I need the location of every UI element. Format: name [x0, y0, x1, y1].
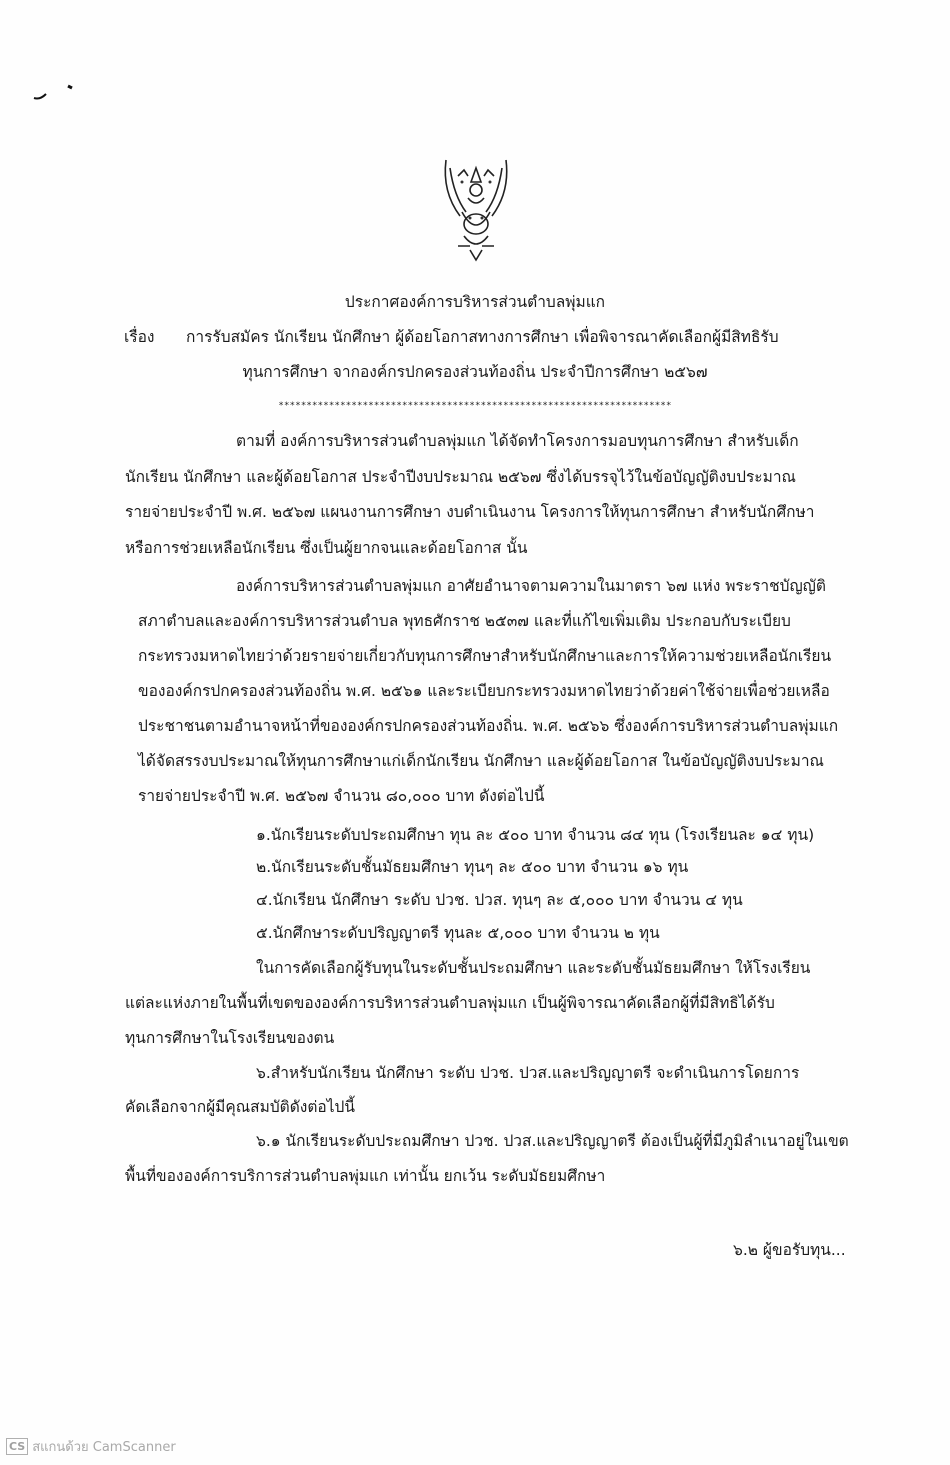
camscanner-logo-icon: CS [6, 1438, 28, 1455]
paragraph2-line: ขององค์กรปกครองส่วนท้องถิ่น พ.ศ. ๒๕๖๑ และระเบียบกระทรวงมหาดไทยว่าด้วยค่าใช้จ่ายเพื่อช่วยเหลือ [138, 682, 830, 700]
watermark-text: สแกนด้วย CamScanner [32, 1440, 176, 1455]
paragraph1-line: รายจ่ายประจำปี พ.ศ. ๒๕๖๗ แผนงานการศึกษา งบดำเนินงาน โครงการให้ทุนการศึกษา สำหรับนักศึกษา [125, 503, 815, 521]
subject-label: เรื่อง [124, 328, 155, 346]
paragraph2-line: กระทรวงมหาดไทยว่าด้วยรายจ่ายเกี่ยวกับทุนการศึกษาสำหรับนักศึกษาและการให้ความช่วยเหลือนักเรียน [138, 647, 832, 665]
paragraph3-line: ในการคัดเลือกผู้รับทุนในระดับชั้นประถมศึกษา และระดับชั้นมัธยมศึกษา ให้โรงเรียน [256, 959, 811, 977]
paragraph4-line: ๖.สำหรับนักเรียน นักศึกษา ระดับ ปวช. ปวส.และปริญญาตรี จะดำเนินการโดยการ [256, 1064, 800, 1082]
paragraph1-line: นักเรียน นักศึกษา และผู้ด้อยโอกาส ประจำปีงบประมาณ ๒๕๖๗ ซึ่งได้บรรจุไว้ในข้อบัญญัติงบประมาณ [125, 468, 796, 486]
page-continuation: ๖.๒ ผู้ขอรับทุน... [733, 1241, 846, 1259]
camscanner-watermark [6, 1436, 176, 1457]
paragraph2-line: ได้จัดสรรงบประมาณให้ทุนการศึกษาแก่เด็กนักเรียน นักศึกษา และผู้ด้อยโอกาส ในข้อบัญญัติงบประมาณ [138, 752, 824, 770]
subject-line-1: การรับสมัคร นักเรียน นักศึกษา ผู้ด้อยโอกาสทางการศึกษา เพื่อพิจารณาคัดเลือกผู้มีสิทธิรับ [186, 328, 779, 346]
scholarship-item: ๔.นักเรียน นักศึกษา ระดับ ปวช. ปวส. ทุนๆ ละ ๕,๐๐๐ บาท จำนวน ๔ ทุน [256, 891, 743, 909]
paragraph3-line: ทุนการศึกษาในโรงเรียนของตน [125, 1029, 335, 1047]
pen-mark-icon [32, 82, 80, 102]
paragraph1-line: ตามที่ องค์การบริหารส่วนตำบลพุ่มแก ได้จัดทำโครงการมอบทุนการศึกษา สำหรับเด็ก [236, 432, 799, 450]
announcement-title: ประกาศองค์การบริหารส่วนตำบลพุ่มแก [344, 293, 606, 311]
paragraph2-line: สภาตำบลและองค์การบริหารส่วนตำบล พุทธศักราช ๒๕๓๗ และที่แก้ไขเพิ่มเติม ประกอบกับระเบียบ [138, 612, 791, 630]
paragraph2-line: รายจ่ายประจำปี พ.ศ. ๒๕๖๗ จำนวน ๘๐,๐๐๐ บาท ดังต่อไปนี้ [138, 787, 545, 805]
paragraph5-line: พื้นที่ขององค์การบริการส่วนตำบลพุ่มแก เท่านั้น ยกเว้น ระดับมัธยมศึกษา [125, 1167, 606, 1185]
paragraph3-line: แต่ละแห่งภายในพื้นที่เขตขององค์การบริหารส่วนตำบลพุ่มแก เป็นผู้พิจารณาคัดเลือกผู้ที่มีสิทธิได้รับ [125, 994, 775, 1012]
paragraph2-line: องค์การบริหารส่วนตำบลพุ่มแก อาศัยอำนาจตามความในมาตรา ๖๗ แห่ง พระราชบัญญัติ [236, 577, 826, 595]
paragraph2-line: ประชาชนตามอำนาจหน้าที่ขององค์กรปกครองส่วนท้องถิ่น. พ.ศ. ๒๕๖๖ ซึ่งองค์การบริหารส่วนตำบลพุ่มแก [138, 717, 839, 735]
header-separator: ********************************************************************** [278, 401, 672, 411]
paragraph1-line: หรือการช่วยเหลือนักเรียน ซึ่งเป็นผู้ยากจนและด้อยโอกาส นั้น [125, 539, 528, 557]
scholarship-item: ๑.นักเรียนระดับประถมศึกษา ทุน ละ ๕๐๐ บาท จำนวน ๘๔ ทุน (โรงเรียนละ ๑๔ ทุน) [256, 826, 815, 844]
scholarship-item: ๕.นักศึกษาระดับปริญญาตรี ทุนละ ๕,๐๐๐ บาท จำนวน ๒ ทุน [256, 924, 660, 942]
subject-line-2: ทุนการศึกษา จากองค์กรปกครองส่วนท้องถิ่น ประจำปีการศึกษา ๒๕๖๗ [242, 363, 708, 381]
garuda-emblem-icon [440, 152, 512, 264]
paragraph4-line: คัดเลือกจากผู้มีคุณสมบัติดังต่อไปนี้ [125, 1098, 355, 1116]
scholarship-item: ๒.นักเรียนระดับชั้นมัธยมศึกษา ทุนๆ ละ ๕๐๐ บาท จำนวน ๑๖ ทุน [256, 858, 689, 876]
paragraph5-line: ๖.๑ นักเรียนระดับประถมศึกษา ปวช. ปวส.และปริญญาตรี ต้องเป็นผู้ที่มีภูมิลำเนาอยู่ในเขต [256, 1132, 849, 1150]
